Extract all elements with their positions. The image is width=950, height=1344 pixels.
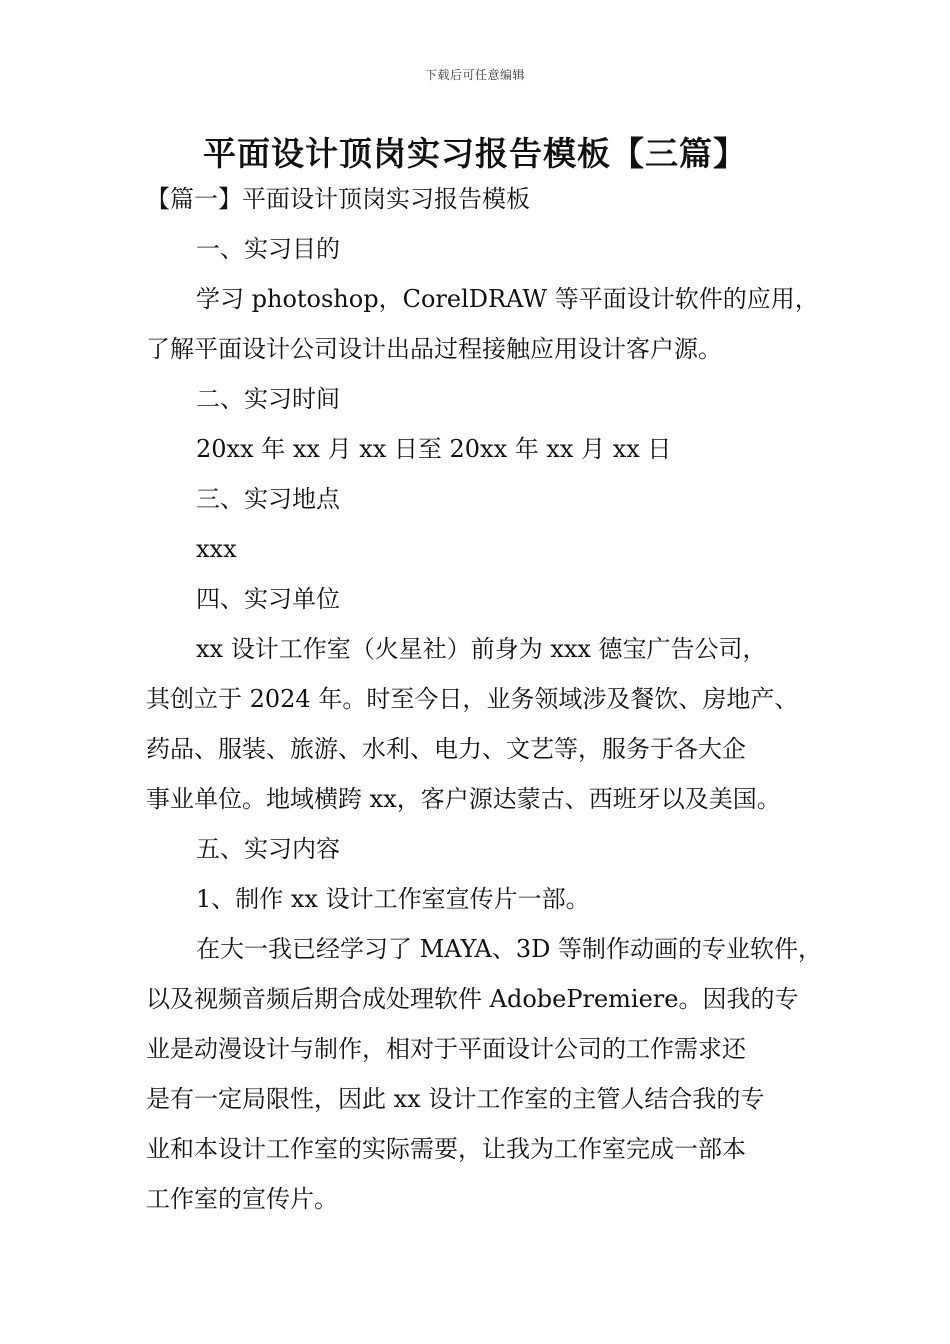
document-title: 平面设计顶岗实习报告模板【三篇】	[203, 134, 747, 173]
paragraph-line: 其创立于 2024 年。时至今日，业务领域涉及餐饮、房地产、	[146, 685, 799, 713]
paragraph-line: 业是动漫设计与制作，相对于平面设计公司的工作需求还	[146, 1035, 746, 1063]
paragraph-line: 学习 photoshop，CorelDRAW 等平面设计软件的应用，	[196, 285, 819, 313]
paragraph-line: xx 设计工作室（火星社）前身为 xxx 德宝广告公司，	[196, 635, 767, 663]
paragraph-line: 四、实习单位	[196, 585, 340, 613]
header-note: 下载后可任意编辑	[424, 68, 525, 82]
paragraph-line: 五、实习内容	[196, 835, 340, 863]
paragraph-line: 是有一定局限性，因此 xx 设计工作室的主管人结合我的专	[146, 1085, 765, 1113]
paragraph-line: 了解平面设计公司设计出品过程接触应用设计客户源。	[146, 335, 722, 363]
paragraph-line: 三、实习地点	[196, 485, 340, 513]
paragraph-line: 在大一我已经学习了 MAYA、3D 等制作动画的专业软件，	[196, 935, 823, 963]
paragraph-line: 1、制作 xx 设计工作室宣传片一部。	[196, 885, 590, 913]
paragraph-line: 二、实习时间	[196, 385, 340, 413]
paragraph-line: 一、实习目的	[196, 235, 340, 263]
paragraph-line: 20xx 年 xx 月 xx 日至 20xx 年 xx 月 xx 日	[196, 435, 672, 463]
document-body	[146, 174, 836, 1224]
paragraph-line: 业和本设计工作室的实际需要，让我为工作室完成一部本	[146, 1135, 746, 1163]
paragraph-line: xxx	[196, 535, 237, 563]
paragraph-line: 事业单位。地域横跨 xx，客户源达蒙古、西班牙以及美国。	[146, 785, 781, 813]
paragraph-line: 药品、服装、旅游、水利、电力、文艺等，服务于各大企	[146, 735, 746, 763]
paragraph-line: 【篇一】平面设计顶岗实习报告模板	[146, 185, 530, 213]
paragraph-line: 以及视频音频后期合成处理软件 AdobePremiere。因我的专	[146, 985, 799, 1013]
paragraph-line: 工作室的宣传片。	[146, 1185, 338, 1213]
